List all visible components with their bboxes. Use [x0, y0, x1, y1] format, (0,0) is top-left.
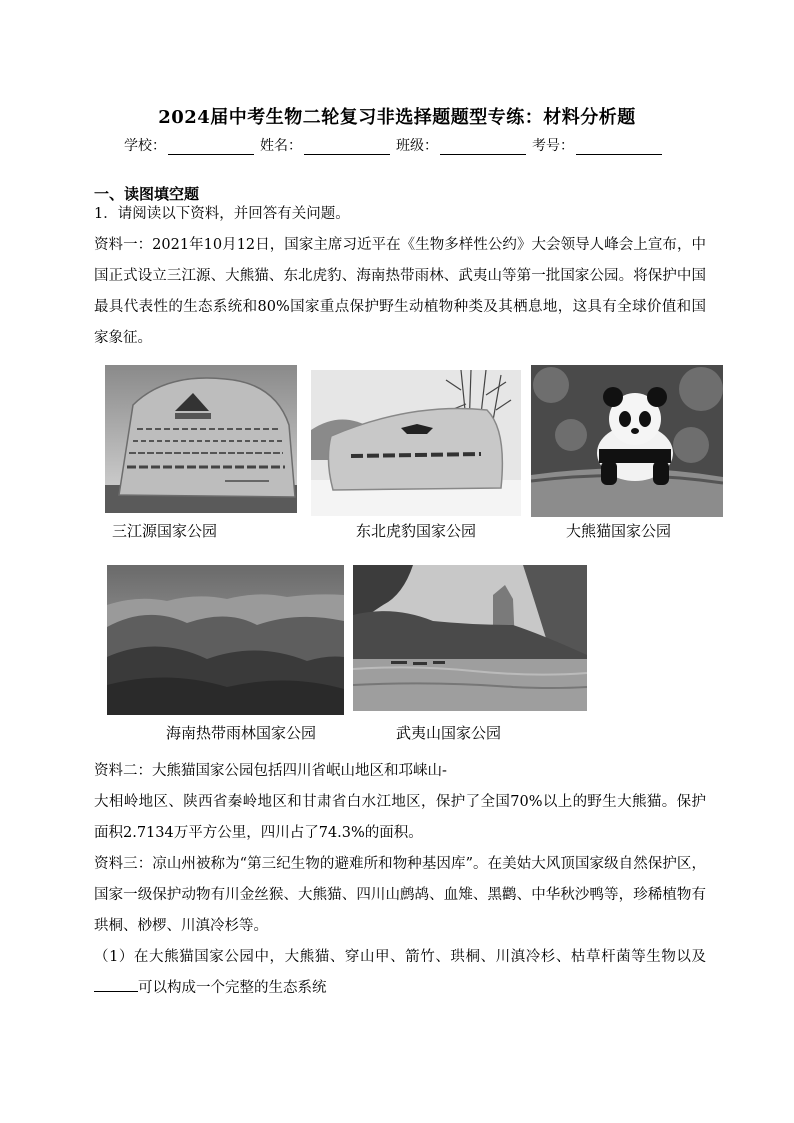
school-blank[interactable]: [168, 138, 254, 155]
question-1-text-after: 可以构成一个完整的生态系统: [138, 980, 327, 996]
hainan-rainforest-photo: [107, 565, 344, 715]
forest-mountains-icon: [107, 565, 344, 715]
class-blank[interactable]: [440, 138, 526, 155]
panda-photo: [531, 365, 723, 517]
wuyishan-caption: 武夷山国家公园: [396, 724, 502, 742]
student-info-row: [124, 135, 668, 155]
wuyishan-photo: [353, 565, 587, 711]
exam-number-label: 考号：: [532, 138, 574, 154]
exam-number-blank[interactable]: [576, 138, 662, 155]
sanjiangyuan-caption: 三江源国家公园: [112, 522, 218, 540]
tiger-leopard-caption: 东北虎豹国家公园: [356, 522, 477, 540]
hainan-rainforest-caption: 海南热带雨林国家公园: [166, 724, 317, 742]
document-title: 2024届中考生物二轮复习非选择题题型专练：材料分析题: [158, 107, 636, 128]
name-label: 姓名：: [260, 138, 302, 154]
class-label: 班级：: [396, 138, 438, 154]
school-label: 学校：: [124, 138, 166, 154]
question-1-answer-blank[interactable]: [94, 977, 138, 992]
river-rafting-icon: [353, 565, 587, 711]
material-2-line2: 大相岭地区、陕西省秦岭地区和甘肃省白水江地区，保护了全国70%以上的野生大熊猫。保护面积2.7134万平方公里，四川占了74.3%的面积。: [94, 794, 706, 841]
name-blank[interactable]: [304, 138, 390, 155]
tiger-leopard-photo: [311, 370, 521, 516]
stone-monument-snow-icon: [311, 370, 521, 516]
material-1: 资料一：2021年10月12日，国家主席习近平在《生物多样性公约》大会领导人峰会上宣布，中国正式设立三江源、大熊猫、东北虎豹、海南热带雨林、武夷山等第一批国家公园。将保护中国最具代表性的生态系统和80%国家重点保护野生动植物种类及其栖息地，这具有全球价值和国家象征。: [94, 237, 706, 346]
panda-caption: 大熊猫国家公园: [566, 522, 672, 540]
question-1-text-before: （1）在大熊猫国家公园中，大熊猫、穿山甲、箭竹、珙桐、川滇冷杉、枯草杆菌等生物以及: [94, 949, 706, 965]
section-heading: 一、读图填空题: [94, 185, 200, 203]
stone-monument-icon: [105, 365, 297, 513]
question-intro: 1．请阅读以下资料，并回答有关问题。: [94, 206, 350, 222]
material-3: 资料三：凉山州被称为“第三纪生物的避难所和物种基因库”。在美姑大风顶国家级自然保护区，国家一级保护动物有川金丝猴、大熊猫、四川山鹧鸪、血雉、黑鹳、中华秋沙鸭等，珍稀植物有珙桐、桫椤、川滇冷杉等。: [94, 856, 706, 934]
sanjiangyuan-photo: [105, 365, 297, 513]
question-1: [94, 942, 706, 1004]
panda-icon: [531, 365, 723, 517]
material-2-line1: 资料二：大熊猫国家公园包括四川省岷山地区和邛崃山-: [94, 763, 447, 779]
